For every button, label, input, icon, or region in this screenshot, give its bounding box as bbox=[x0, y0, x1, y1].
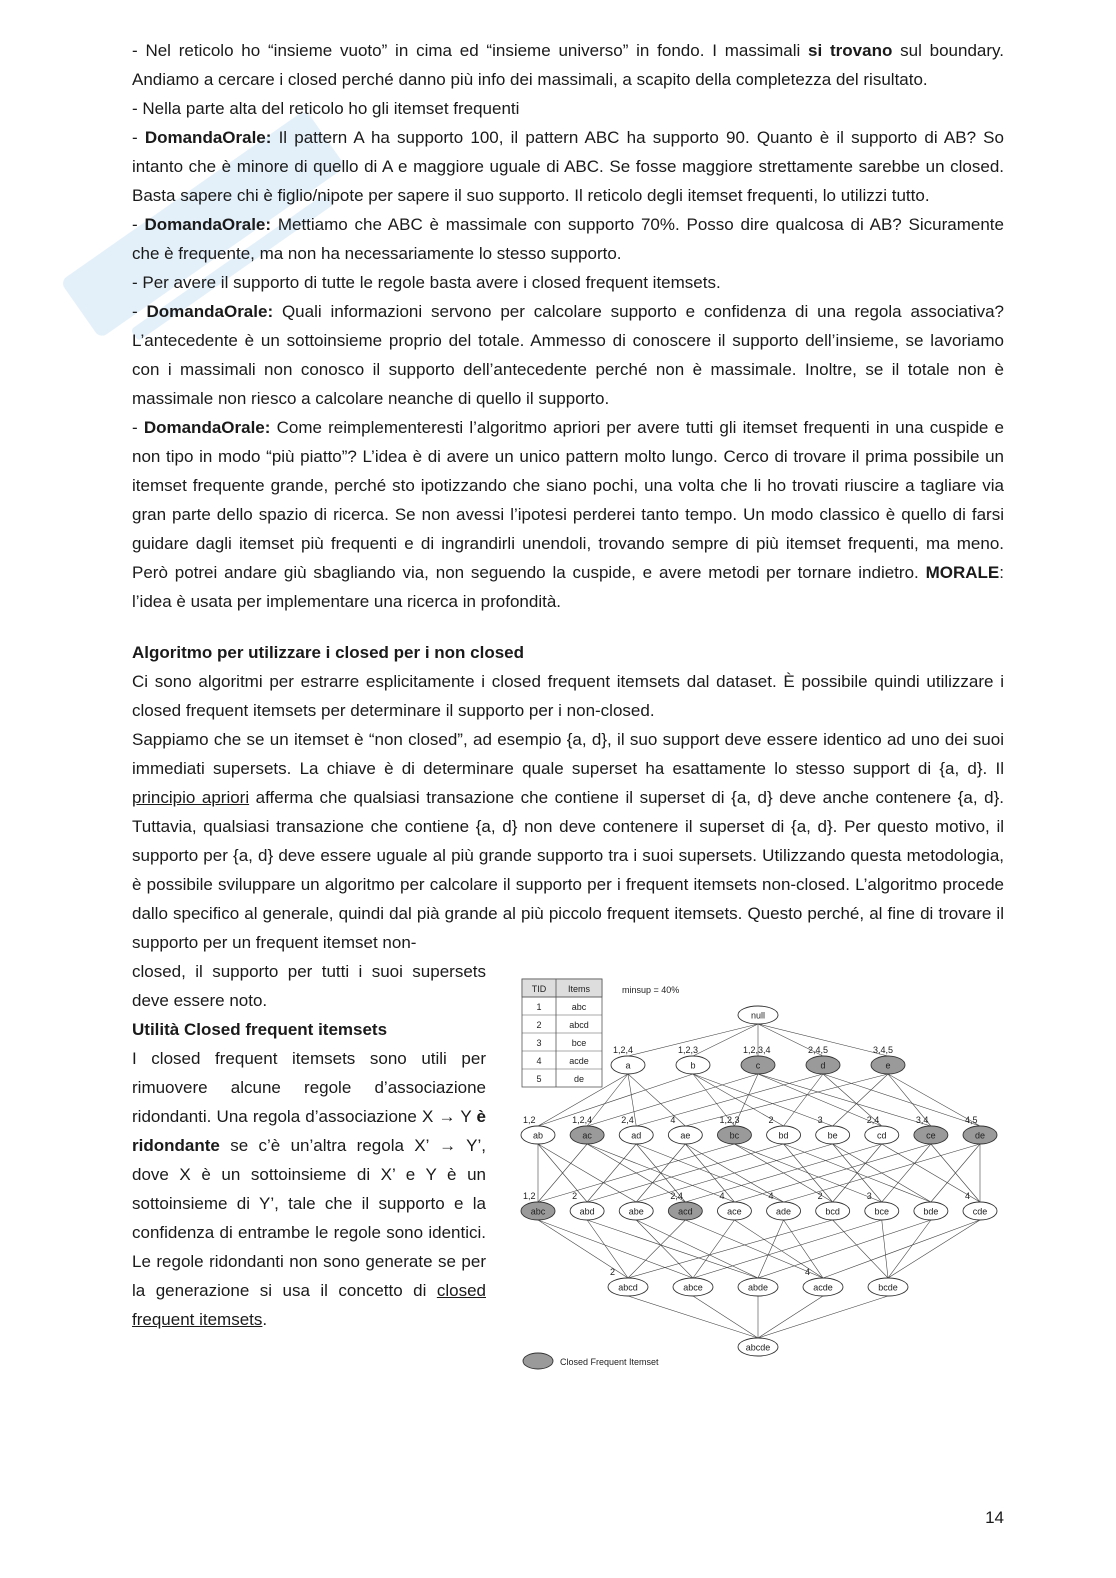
itemset-label: cde bbox=[972, 1206, 988, 1217]
itemset-label: e bbox=[885, 1060, 891, 1071]
itemset-tids: 2 bbox=[768, 1115, 774, 1125]
section-title-algoritmo: Algoritmo per utilizzare i closed per i non closed bbox=[132, 643, 525, 662]
lattice-diagram bbox=[518, 973, 1008, 1373]
section1-paragraph-1: Ci sono algoritmi per estrarre esplicitamente i closed frequent itemsets dal dataset. È possibile quindi utilizzare i closed frequent itemsets per determinare il supporto per i non-closed. bbox=[132, 672, 1004, 720]
lattice-edge bbox=[758, 1296, 888, 1338]
lattice-edge bbox=[538, 1144, 636, 1202]
lattice-edge bbox=[636, 1144, 783, 1202]
itemset-label: acde bbox=[813, 1282, 833, 1293]
lower-section bbox=[132, 957, 1004, 1377]
lattice-edge bbox=[587, 1220, 628, 1278]
lattice-edge bbox=[758, 1074, 931, 1126]
table-header-tid: TID bbox=[531, 984, 547, 994]
itemset-label: bde bbox=[923, 1206, 939, 1217]
lattice-edge bbox=[587, 1144, 734, 1202]
minsup-label: minsup = 40% bbox=[622, 985, 680, 995]
itemset-tids: 2,4 bbox=[670, 1191, 683, 1201]
itemset-tids: 2,4 bbox=[866, 1115, 880, 1125]
legend-closed-swatch bbox=[523, 1353, 553, 1369]
itemset-label: ad bbox=[631, 1130, 642, 1141]
lattice-edge bbox=[758, 1220, 931, 1278]
intro-paragraph: - DomandaOrale: Quali informazioni servono per calcolare supporto e confidenza di una regola associativa? L’antecedente è un sottoinsieme proprio del totale. Ammesso di conoscere il supporto dell’insieme, se lavoriamo con i massimali non conosco il supporto dell’antecedente perché non è massimale. Inoltre, se il totale non è massimale non riesco a calcolare neanche di quello il supporto. bbox=[132, 302, 1004, 408]
table-cell-items: acde bbox=[569, 1056, 589, 1066]
itemset-label: c bbox=[755, 1060, 761, 1071]
itemset-tids: 2,4 bbox=[621, 1115, 634, 1125]
intro-paragraph: - Per avere il supporto di tutte le regole basta avere i closed frequent itemsets. bbox=[132, 273, 721, 292]
itemset-label: bcde bbox=[878, 1282, 898, 1293]
itemset-tids: 1,2,3 bbox=[678, 1045, 699, 1055]
table-cell-tid: 1 bbox=[536, 1002, 542, 1012]
itemset-tids: 1,2 bbox=[523, 1115, 536, 1125]
itemset-label: abcde bbox=[745, 1342, 771, 1353]
itemset-label: bce bbox=[874, 1206, 890, 1217]
table-cell-tid: 4 bbox=[536, 1056, 542, 1066]
lattice-edge bbox=[882, 1144, 931, 1202]
table-cell-items: de bbox=[573, 1074, 585, 1084]
itemset-tids: 1,2,4 bbox=[572, 1115, 593, 1125]
intro-paragraph: - Nella parte alta del reticolo ho gli itemset frequenti bbox=[132, 99, 520, 118]
principio-apriori-link[interactable]: principio apriori bbox=[132, 788, 250, 807]
itemset-tids: 3,4 bbox=[915, 1115, 929, 1125]
itemset-tids: 4 bbox=[805, 1267, 811, 1277]
itemset-label: abde bbox=[747, 1282, 769, 1293]
itemset-tids: 4 bbox=[719, 1191, 725, 1201]
itemset-label: cd bbox=[877, 1130, 887, 1141]
itemset-tids: 1,2,4 bbox=[613, 1045, 634, 1055]
lattice-edge bbox=[882, 1220, 888, 1278]
lattice-edge bbox=[538, 1220, 693, 1278]
lattice-edge bbox=[628, 1074, 685, 1126]
lattice-edge bbox=[628, 1296, 758, 1338]
itemset-label: b bbox=[690, 1060, 696, 1071]
itemset-tids: 4 bbox=[670, 1115, 676, 1125]
itemset-label: null bbox=[750, 1010, 766, 1021]
lattice-edge bbox=[636, 1220, 758, 1278]
itemset-label: abd bbox=[579, 1206, 595, 1217]
itemset-label: ade bbox=[776, 1206, 792, 1217]
itemset-tids: 1,2,3,4 bbox=[743, 1045, 771, 1055]
lattice-edge bbox=[734, 1144, 881, 1202]
itemset-label: abc bbox=[530, 1206, 546, 1217]
itemset-tids: 2 bbox=[817, 1191, 823, 1201]
lattice-edge bbox=[693, 1220, 882, 1278]
lattice-edge bbox=[833, 1220, 888, 1278]
lattice-edge bbox=[758, 1296, 823, 1338]
itemset-label: de bbox=[974, 1130, 986, 1141]
itemset-label: be bbox=[827, 1130, 838, 1141]
itemset-tids: 4 bbox=[768, 1191, 774, 1201]
lattice-edge bbox=[888, 1220, 931, 1278]
itemset-label: abce bbox=[683, 1282, 703, 1293]
lattice-edge bbox=[784, 1220, 823, 1278]
lattice-edge bbox=[628, 1220, 685, 1278]
itemset-tids: 3 bbox=[866, 1191, 872, 1201]
lattice-edge bbox=[693, 1296, 758, 1338]
page-number: 14 bbox=[985, 1508, 1004, 1527]
table-cell-items: abc bbox=[571, 1002, 587, 1012]
closed-frequent-itemsets-link[interactable]: closed frequent itemsets bbox=[132, 1281, 486, 1329]
itemset-label: bc bbox=[729, 1130, 740, 1141]
left-column bbox=[132, 957, 486, 1334]
lattice-edge bbox=[734, 1144, 930, 1202]
table-cell-tid: 2 bbox=[536, 1020, 542, 1030]
itemset-label: d bbox=[820, 1060, 826, 1071]
table-cell-tid: 5 bbox=[536, 1074, 542, 1084]
itemset-tids: 2 bbox=[610, 1267, 616, 1277]
page-content bbox=[132, 36, 1004, 1377]
itemset-tids: 3 bbox=[817, 1115, 823, 1125]
intro-paragraphs bbox=[132, 36, 1004, 616]
itemset-tids: 4,5 bbox=[965, 1115, 978, 1125]
section1-paragraph-2: Sappiamo che se un itemset è “non closed”, ad esempio {a, d}, il suo support deve essere identico ad uno dei suoi immediati supersets. La chiave è di determinare quale superset ha esattamente lo stesso support di {a, d}. Il principio apriori afferma che qualsiasi transazione che contiene il superset di {a, d} deve anche contenere {a, d}. Tuttavia, qualsiasi transazione che contiene {a, d} non deve contenere il superset di {a, d}. Per questo motivo, il supporto per {a, d} deve essere uguale al più grande supporto tra i suoi supersets. Utilizzando questa metodologia, è possibile sviluppare un algoritmo per calcolare il supporto per i frequent itemsets non-closed. L’algoritmo procede dallo specifico al generale, quindi dal pià grande al più piccolo frequent itemsets. Questo perché, al fine di trovare il supporto per un frequent itemset non- bbox=[132, 730, 1004, 952]
itemset-tids: 2 bbox=[572, 1191, 578, 1201]
table-cell-items: bce bbox=[571, 1038, 587, 1048]
lattice-edge bbox=[587, 1144, 636, 1202]
itemset-label: acd bbox=[678, 1206, 693, 1217]
lattice-edge bbox=[693, 1220, 734, 1278]
itemset-lattice-figure bbox=[518, 973, 1008, 1373]
itemset-tids: 2,4,5 bbox=[808, 1045, 829, 1055]
intro-paragraph: - DomandaOrale: Il pattern A ha supporto 100, il pattern ABC ha supporto 90. Quanto è il supporto di AB? So intanto che è minore di quello di A e maggiore uguale di ABC. Se fosse maggiore strettamente sarebbe un closed. Basta sapere chi è figlio/nipote per sapere il suo supporto. Il reticolo degli itemset frequenti, lo utilizzi tutto. bbox=[132, 128, 1004, 205]
section1-paragraph-3: closed, il supporto per tutti i suoi supersets deve essere noto. bbox=[132, 962, 486, 1010]
itemset-label: a bbox=[625, 1060, 631, 1071]
lattice-edge bbox=[587, 1144, 783, 1202]
lattice-edge bbox=[636, 1220, 693, 1278]
itemset-label: ac bbox=[582, 1130, 592, 1141]
lattice-edge bbox=[833, 1074, 888, 1126]
itemset-tids: 1,2,3 bbox=[719, 1115, 740, 1125]
section-title-utilita: Utilità Closed frequent itemsets bbox=[132, 1020, 388, 1039]
itemset-label: ce bbox=[926, 1130, 936, 1141]
itemset-label: bd bbox=[778, 1130, 789, 1141]
lattice-edge bbox=[758, 1220, 784, 1278]
itemset-label: abe bbox=[628, 1206, 644, 1217]
table-cell-tid: 3 bbox=[536, 1038, 542, 1048]
itemset-label: ab bbox=[532, 1130, 544, 1141]
lattice-edge bbox=[685, 1074, 888, 1126]
table-header-items: Items bbox=[567, 984, 591, 994]
table-cell-items: abcd bbox=[569, 1020, 589, 1030]
itemset-label: ace bbox=[727, 1206, 742, 1217]
intro-paragraph: - DomandaOrale: Mettiamo che ABC è massimale con supporto 70%. Posso dire qualcosa di AB? Sicuramente che è frequente, ma non ha necessariamente lo stesso supporto. bbox=[132, 215, 1004, 263]
intro-paragraph: - Nel reticolo ho “insieme vuoto” in cima ed “insieme universo” in fondo. I massimali si trovano sul boundary. Andiamo a cercare i closed perché danno più info dei massimali, a scapito della completezza del risultato. bbox=[132, 41, 1005, 89]
itemset-label: abcd bbox=[618, 1282, 638, 1293]
section2-paragraph: I closed frequent itemsets sono utili per rimuovere alcune regole d’associazione ridondanti. Una regola d’associazione X → Y è ridondante se c’è un’altra regola X’ → Y’, dove X è un sottoinsieme di X’ e Y è un sottoinsieme di Y’, tale che il supporto e la confidenza di entrambe le regole sono identici. Le regole ridondanti non sono generate se per la generazione si usa il concetto di closed frequent itemsets. bbox=[132, 1049, 486, 1329]
itemset-label: ae bbox=[680, 1130, 691, 1141]
lattice-edge bbox=[784, 1144, 931, 1202]
itemset-label: bcd bbox=[825, 1206, 840, 1217]
itemset-tids: 3,4,5 bbox=[873, 1045, 894, 1055]
itemset-tids: 1,2 bbox=[523, 1191, 536, 1201]
lattice-edge bbox=[833, 1144, 931, 1202]
itemset-tids: 4 bbox=[965, 1191, 971, 1201]
legend-label: Closed Frequent Itemset bbox=[560, 1357, 659, 1367]
intro-paragraph: - DomandaOrale: Come reimplementeresti l’algoritmo apriori per avere tutti gli itemset frequenti in una cuspide e non tipo in modo “più piatto”? L’idea è di avere un unico pattern molto lungo. Cerco di trovare il prima possibile un itemset frequente grande, perché sto ipotizzando che siano pochi, una volta che li ho trovati riuscire a tagliare via gran parte dello spazio di ricerca. Se non avessi l’ipotesi perderei tanto tempo. Un modo classico è quello di farsi guidare dagli itemset più frequenti e di ingrandirli unendoli, trovando sempre di più itemset frequenti, ma meno. Però potrei andare giù sbagliando via, non seguendo la cuspide, e avere metodi per tornare indietro. MORALE: l’idea è usata per implementare una ricerca in profondità. bbox=[132, 418, 1004, 611]
